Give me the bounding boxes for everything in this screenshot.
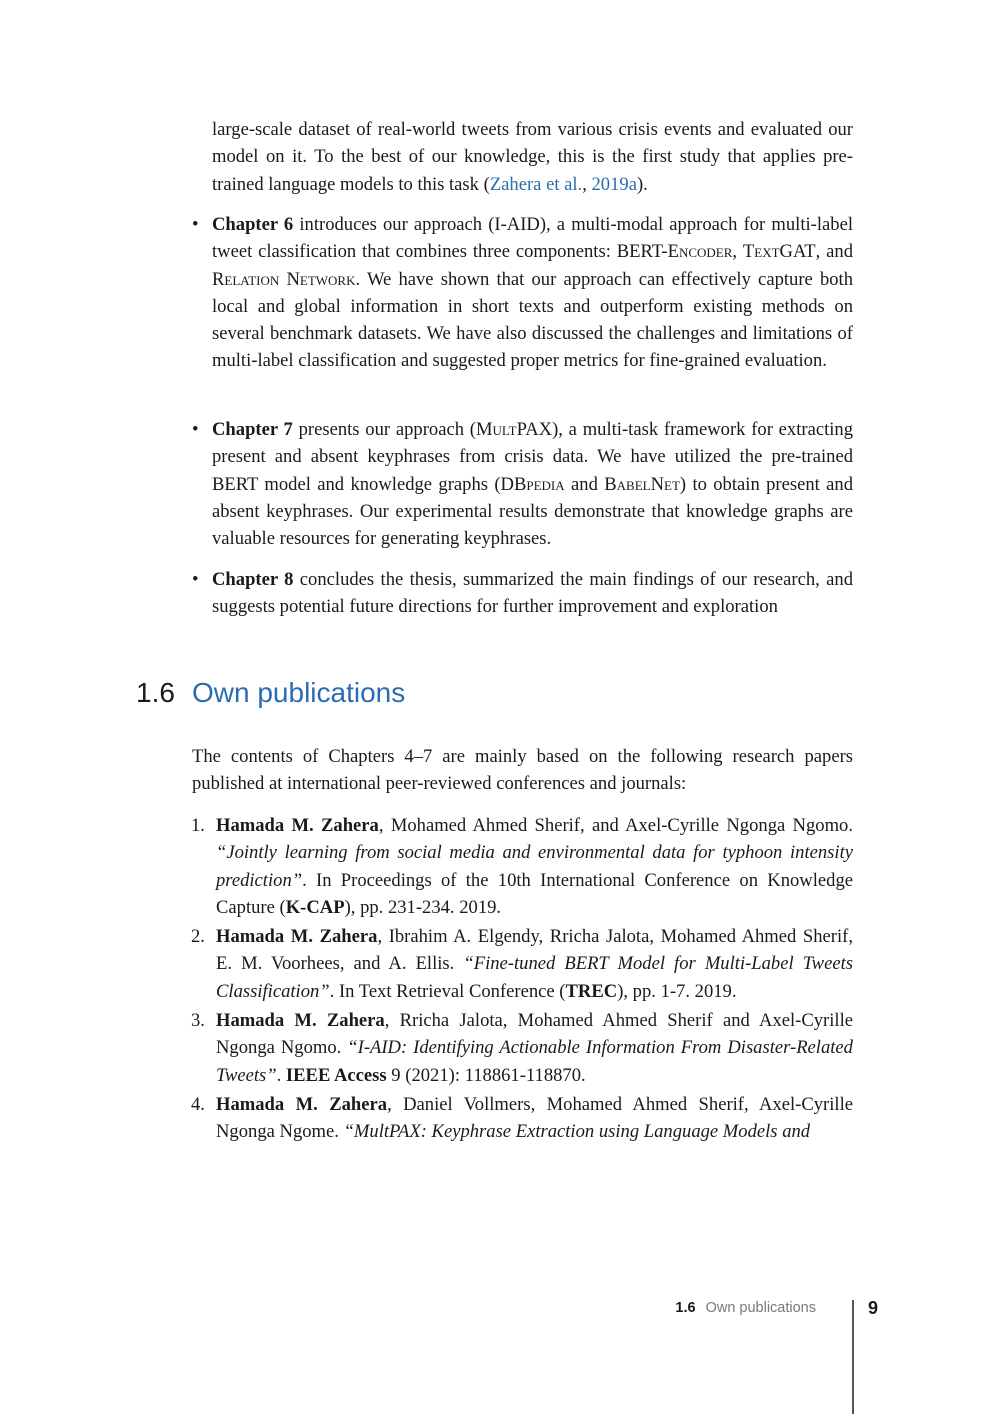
running-footer — [675, 1300, 816, 1316]
bullet-text: and — [564, 473, 605, 495]
publication-author: Hamada M. Zahera — [216, 1093, 388, 1115]
publication-number: 2. — [191, 926, 205, 948]
publication-coauthors: , Ibrahim A. Elgendy, Rricha Jalota, Mohamed Ahmed Sherif, E. M. Voorhees, and A. Ellis. — [216, 926, 853, 975]
bullet-text: introduces our approach (I-AID), a multi-modal approach for multi-label tweet classification that combines three components: — [212, 214, 853, 263]
publication-title: “Fine-tuned BERT Model for Multi-Label Tweets Classification” — [216, 953, 853, 1002]
bullet-text: ) to obtain present and absent keyphrases. Our experimental results demonstrate that knowledge graphs are valuable resources for generating keyphrases. — [212, 473, 854, 550]
publication-details: ), pp. 1-7. 2019. — [617, 980, 737, 1002]
publication-venue: IEEE Access — [285, 1064, 387, 1086]
section-heading — [136, 676, 405, 710]
publication-details: 9 (2021): 118861-118870. — [386, 1064, 586, 1086]
citation-close: ). — [636, 173, 648, 195]
publication-number: 4. — [191, 1093, 205, 1115]
publication-title: “I-AID: Identifying Actionable Information From Disaster-Related Tweets” — [216, 1037, 853, 1086]
citation-separator: , — [582, 173, 592, 195]
bullet-heading: Chapter 7 — [212, 419, 293, 440]
section-title: Own publications — [192, 677, 406, 708]
publication-item — [191, 1007, 853, 1089]
footer-section-number: 1.6 — [675, 1300, 696, 1316]
publication-coauthors: , Daniel Vollmers, Mohamed Ahmed Sherif, Axel-Cyrille Ngonga Ngome. — [216, 1093, 854, 1143]
bullet-marker: • — [192, 569, 199, 590]
component-name: BERT-Encoder — [616, 241, 733, 263]
continuation-paragraph — [212, 116, 853, 198]
publication-author: Hamada M. Zahera — [216, 815, 379, 836]
publication-coauthors: , Mohamed Ahmed Sherif, and Axel-Cyrille Ngonga Ngomo. — [378, 815, 853, 836]
publication-author: Hamada M. Zahera — [216, 926, 378, 948]
citation-year-link[interactable]: 2019a — [591, 173, 637, 195]
bullet-text: , and — [815, 241, 854, 263]
publication-author: Hamada M. Zahera — [216, 1010, 385, 1032]
bullet-marker: • — [192, 419, 199, 440]
publications-list — [191, 812, 854, 1148]
footer-section-title: Own publications — [705, 1300, 816, 1316]
publication-venue: TREC — [565, 980, 618, 1002]
publication-source: . In Proceedings of the 10th International Conference on Knowledge Capture ( — [216, 869, 853, 918]
bullet-chapter-8 — [192, 566, 853, 621]
publication-title: “Jointly learning from social media and environmental data for typhoon intensity prediction” — [216, 842, 853, 891]
page-number: 9 — [868, 1298, 879, 1318]
component-name: Relation Network — [212, 268, 356, 290]
bullet-text: presents our approach ( — [292, 419, 476, 440]
knowledge-graph-name: BabelNet — [604, 473, 680, 495]
bullet-heading: Chapter 6 — [212, 214, 294, 235]
bullet-text: , — [732, 241, 743, 263]
publication-coauthors: , Rricha Jalota, Mohamed Ahmed Sherif and Axel-Cyrille Ngonga Ngomo. — [216, 1010, 853, 1059]
publication-source: . — [276, 1064, 286, 1086]
bullet-text: ), a multi-task framework for extracting present and absent keyphrases from crisis data. We have utilized the pre-trained BERT model and knowledge graphs ( — [212, 419, 854, 495]
citation-authors-link[interactable]: Zahera et al. — [489, 173, 583, 195]
component-name: TextGAT — [742, 241, 816, 263]
bullet-chapter-7 — [192, 416, 854, 552]
continuation-text: large-scale dataset of real-world tweets from various crisis events and evaluated our model on it. To the best of our knowledge, this is the first study that applies pre-trained language models to this task ( — [212, 119, 853, 195]
bullet-text: concludes the thesis, summarized the main findings of our research, and suggests potential future directions for further improvement and exploration — [212, 569, 853, 618]
bullet-marker: • — [192, 214, 199, 235]
publication-details: ), pp. 231-234. 2019. — [344, 896, 502, 918]
bullet-text: . We have shown that our approach can effectively capture both local and global information in short texts and outperform existing methods on several benchmark datasets. We have also discussed the challenges and limitations of multi-label classification and suggested proper metrics for fine-grained evaluation. — [212, 268, 853, 372]
publications-intro: The contents of Chapters 4–7 are mainly based on the following research papers published at international peer-reviewed conferences and journals: — [192, 746, 853, 795]
publication-number: 3. — [191, 1010, 205, 1032]
publication-item — [191, 1091, 854, 1146]
publication-item — [191, 812, 853, 921]
knowledge-graph-name: DBpedia — [500, 473, 565, 495]
system-name: MultPAX — [475, 419, 553, 440]
footer-rule — [852, 1300, 854, 1414]
publication-title: “MultPAX: Keyphrase Extraction using Language Models and — [343, 1121, 811, 1143]
bullet-heading: Chapter 8 — [212, 569, 294, 590]
publication-number: 1. — [191, 815, 205, 836]
publication-venue: K-CAP — [285, 896, 345, 918]
publication-item — [191, 923, 853, 1005]
section-number: 1.6 — [136, 677, 175, 708]
publication-source: . In Text Retrieval Conference ( — [329, 980, 566, 1002]
bullet-chapter-6 — [192, 211, 854, 375]
